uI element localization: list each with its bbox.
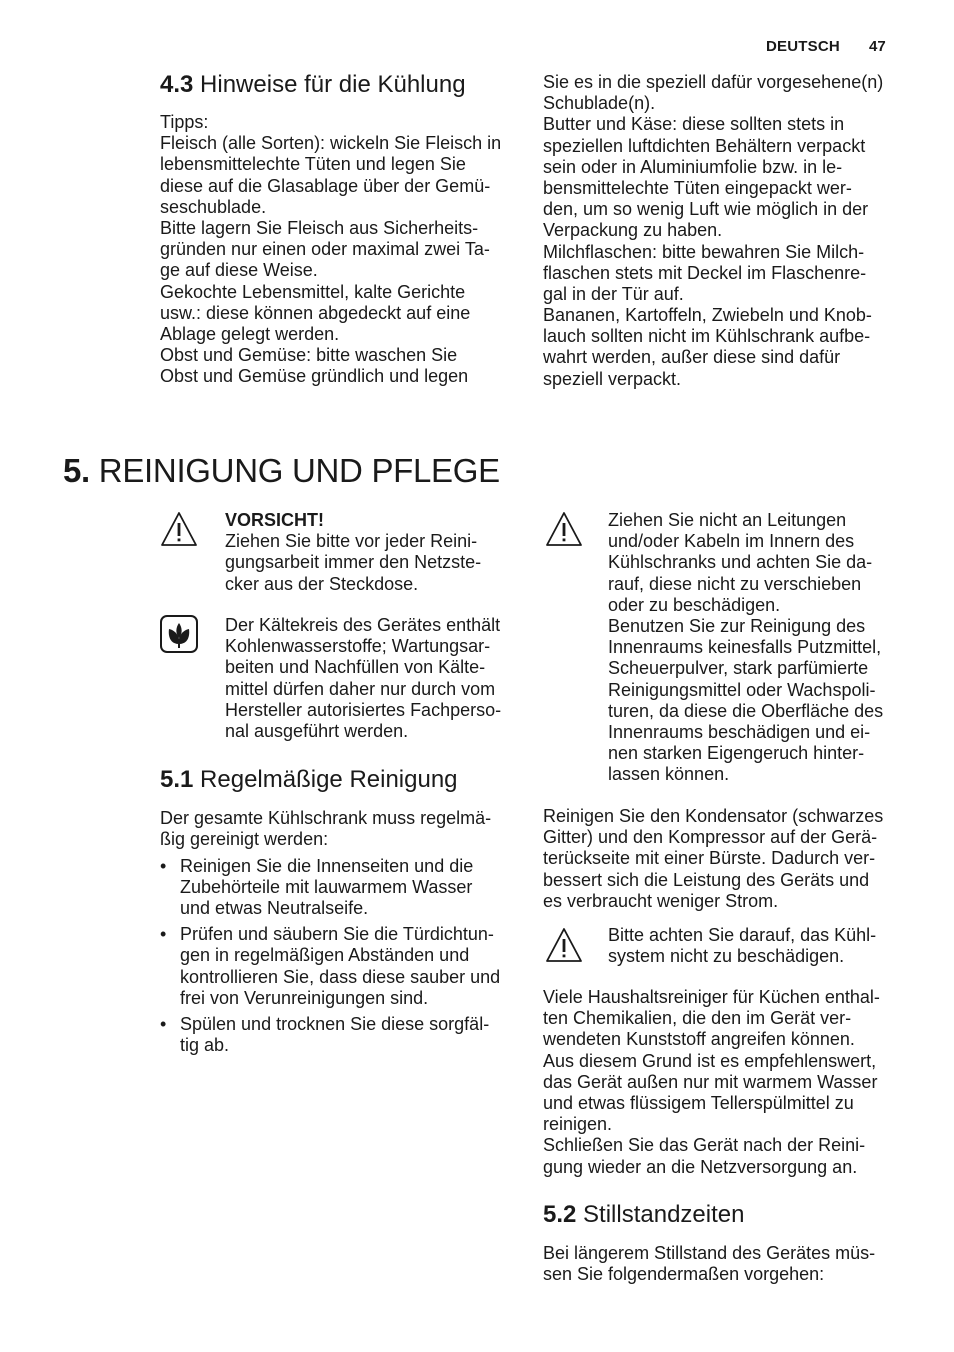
text-line: Bananen, Kartoffeln, Zwiebeln und Knob- — [543, 305, 872, 326]
text-line: wendeten Kunststoff angreifen können. — [543, 1029, 855, 1050]
text-line: Benutzen Sie zur Reinigung des — [608, 615, 866, 636]
text-line: Gekochte Lebensmittel, kalte Gerichte — [160, 281, 466, 302]
text-line: gungsarbeit immer den Netzste- — [225, 552, 482, 573]
chapter-number: 5. — [63, 452, 90, 489]
text-line: lebensmittelechte Tüten und legen Sie — [160, 154, 466, 175]
bullet-marker: • — [160, 1013, 167, 1034]
section-4-3-left-text — [160, 112, 501, 387]
section-5-1-intro — [160, 808, 491, 850]
text-line: es verbraucht weniger Strom. — [543, 890, 779, 911]
text-line: nal ausgeführt werden. — [225, 720, 409, 741]
text-line: Reinigen Sie den Kondensator (schwarzes — [543, 806, 884, 826]
cooling-system-warning-text — [608, 925, 876, 967]
text-line: kontrollieren Sie, dass diese sauber und — [180, 966, 501, 987]
list-item — [160, 856, 500, 920]
page-number: 47 — [869, 38, 886, 55]
text-line: Spülen und trocknen Sie diese sorgfäl- — [180, 1013, 490, 1034]
section-5-2-text — [543, 1243, 875, 1285]
text-line: bessert sich die Leistung des Geräts und — [543, 869, 870, 890]
section-number: 4.3 — [160, 71, 194, 98]
section-5-1-heading — [160, 765, 458, 795]
section-title: Hinweise für die Kühlung — [200, 71, 466, 98]
text-line: nen starken Eigengeruch hinter- — [608, 743, 865, 764]
text-line: seschublade. — [160, 196, 267, 217]
text-line: usw.: diese können abgedeckt auf eine — [160, 302, 471, 323]
text-line: Sie es in die speziell dafür vorgesehene(n) — [543, 72, 884, 92]
text-line: lassen können. — [608, 764, 730, 785]
text-line: Bitte achten Sie darauf, das Kühl- — [608, 925, 877, 945]
text-line: ten Chemikalien, die den im Gerät ver- — [543, 1008, 852, 1029]
text-line: Kühlschranks und achten Sie da- — [608, 552, 873, 573]
cables-warning-text — [608, 510, 883, 785]
section-4-3-right-text — [543, 72, 883, 390]
text-line: gung wieder an die Netzversorgung an. — [543, 1156, 858, 1177]
text-line: Verpackung zu haben. — [543, 220, 723, 241]
text-line: Reinigungsmittel oder Wachspoli- — [608, 679, 876, 700]
text-line: mittel dürfen daher nur durch vom — [225, 678, 496, 699]
text-line: Fleisch (alle Sorten): wickeln Sie Fleisch in — [160, 133, 502, 154]
section-number: 5.2 — [543, 1201, 577, 1228]
section-title: Stillstandzeiten — [583, 1201, 745, 1228]
list-item — [160, 1014, 500, 1056]
text-line: flaschen stets mit Deckel im Flaschenre- — [543, 262, 867, 283]
text-line: Prüfen und säubern Sie die Türdichtun- — [180, 924, 494, 945]
text-line: Butter und Käse: diese sollten stets in — [543, 114, 845, 135]
text-line: Kohlenwasserstoffe; Wartungsar- — [225, 636, 491, 657]
text-line: Gitter) und den Kompressor auf der Gerä- — [543, 827, 878, 848]
text-line: wahrt werden, außer diese sind dafür — [543, 347, 841, 368]
text-line: Hersteller autorisiertes Fachperso- — [225, 699, 502, 720]
caution-heading: VORSICHT! — [225, 510, 324, 530]
text-line: Viele Haushaltsreiniger für Küchen enthal- — [543, 987, 880, 1007]
text-line: das Gerät außen nur mit warmem Wasser — [543, 1071, 878, 1092]
section-5-1-bullet-list — [160, 856, 500, 1060]
text-line: Ablage gelegt werden. — [160, 323, 340, 344]
text-line: reinigen. — [543, 1114, 613, 1135]
text-line: Ziehen Sie nicht an Leitungen — [608, 510, 847, 530]
bullet-marker: • — [160, 924, 167, 945]
section-4-3-heading — [160, 70, 466, 100]
text-line: rauf, diese nicht zu verschieben — [608, 573, 862, 594]
chapter-title: REINIGUNG UND PFLEGE — [98, 452, 500, 489]
text-line: ge auf diese Weise. — [160, 260, 318, 281]
text-line: Innenraums beschädigen und ei- — [608, 721, 871, 742]
text-line: tig ab. — [180, 1034, 230, 1055]
text-line: diese auf die Glasablage über der Gemü- — [160, 175, 491, 196]
warning-triangle-icon — [159, 510, 199, 550]
text-line: und etwas flüssigem Tellerspülmittel zu — [543, 1092, 854, 1113]
text-line: Zubehörteile mit lauwarmem Wasser — [180, 877, 473, 898]
text-line: Reinigen Sie die Innenseiten und die — [180, 856, 474, 876]
text-line: Obst und Gemüse gründlich und legen — [160, 366, 469, 387]
text-line: Bei längerem Stillstand des Gerätes müs- — [543, 1243, 876, 1263]
text-line: system nicht zu beschädigen. — [608, 946, 845, 967]
warning-triangle-icon — [544, 926, 584, 966]
text-line: Milchflaschen: bitte bewahren Sie Milch- — [543, 241, 865, 262]
text-line: den, um so wenig Luft wie möglich in der — [543, 199, 869, 220]
header-language: DEUTSCH — [766, 38, 840, 55]
text-line: Ziehen Sie bitte vor jeder Reini- — [225, 531, 478, 552]
bullet-marker: • — [160, 856, 167, 876]
chapter-5-heading — [63, 451, 500, 491]
text-line: sein oder in Aluminiumfolie bzw. in le- — [543, 156, 843, 177]
text-line: beiten und Nachfüllen von Kälte- — [225, 657, 486, 678]
condenser-paragraph — [543, 806, 883, 912]
text-line: ßig gereinigt werden: — [160, 829, 329, 850]
text-line: Schließen Sie das Gerät nach der Reini- — [543, 1135, 866, 1156]
text-line: Der gesamte Kühlschrank muss regelmä- — [160, 808, 492, 828]
text-line: gründen nur einen oder maximal zwei Ta- — [160, 239, 490, 260]
text-line: speziellen luftdichten Behältern verpackt — [543, 135, 866, 156]
list-item — [160, 924, 500, 1009]
text-line: speziell verpackt. — [543, 368, 682, 389]
warning-triangle-icon — [544, 510, 584, 550]
text-line: frei von Verunreinigungen sind. — [180, 987, 429, 1008]
text-line: und etwas Neutralseife. — [180, 898, 369, 919]
text-line: Der Kältekreis des Gerätes enthält — [225, 615, 501, 635]
text-line: cker aus der Steckdose. — [225, 573, 419, 594]
environment-text — [225, 615, 501, 742]
text-line: Aus diesem Grund ist es empfehlenswert, — [543, 1050, 877, 1071]
text-line: Scheuerpulver, stark parfümierte — [608, 658, 869, 679]
text-line: oder zu beschädigen. — [608, 594, 781, 615]
text-line: sen Sie folgendermaßen vorgehen: — [543, 1264, 825, 1285]
text-line: Tipps: — [160, 112, 209, 132]
text-line: bensmittelechte Tüten eingepackt wer- — [543, 177, 852, 198]
text-line: terückseite mit einer Bürste. Dadurch ver- — [543, 848, 876, 869]
text-line: lauch sollten nicht im Kühlschrank aufbe- — [543, 326, 871, 347]
section-number: 5.1 — [160, 766, 194, 793]
section-title: Regelmäßige Reinigung — [200, 766, 458, 793]
text-line: Bitte lagern Sie Fleisch aus Sicherheits- — [160, 217, 479, 238]
caution-text — [225, 510, 481, 595]
environment-leaf-icon — [159, 614, 199, 654]
text-line: turen, da diese die Oberfläche des — [608, 700, 884, 721]
text-line: Schublade(n). — [543, 93, 656, 114]
text-line: gal in der Tür auf. — [543, 283, 684, 304]
text-line: Innenraums keinesfalls Putzmittel, — [608, 637, 882, 658]
cleaners-paragraph — [543, 987, 880, 1178]
text-line: und/oder Kabeln im Innern des — [608, 531, 855, 552]
text-line: Obst und Gemüse: bitte waschen Sie — [160, 345, 458, 366]
text-line: gen in regelmäßigen Abständen und — [180, 945, 470, 966]
section-5-2-heading — [543, 1200, 744, 1230]
